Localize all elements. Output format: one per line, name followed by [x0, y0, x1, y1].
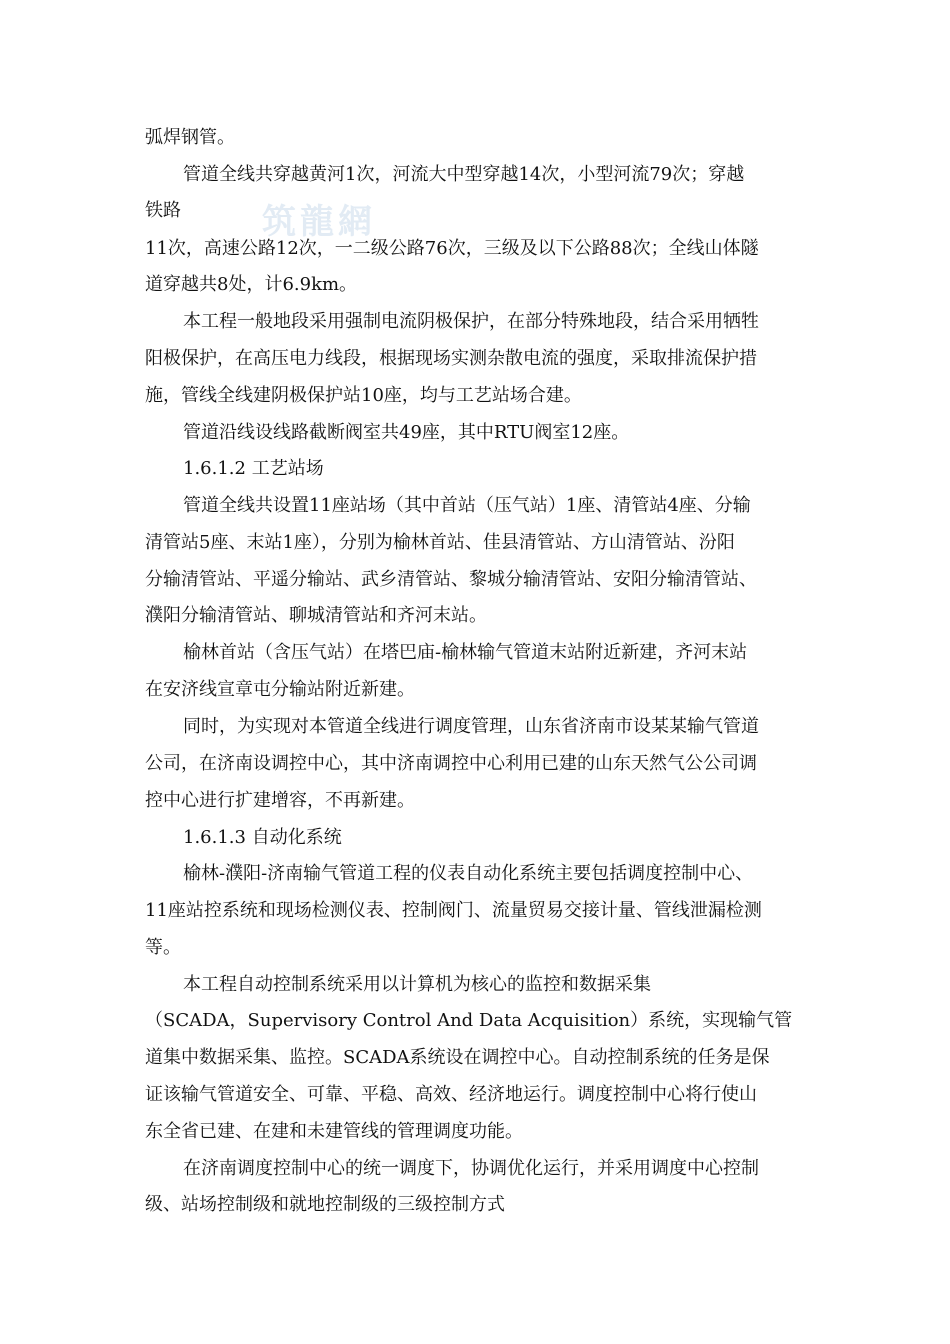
text-line: 榆林-濮阳-济南输气管道工程的仪表自动化系统主要包括调度控制中心、 — [183, 863, 754, 884]
text-line: 证该输气管道安全、可靠、平稳、高效、经济地运行。调度控制中心将行使山 — [145, 1084, 757, 1105]
text-line: 等。 — [145, 937, 181, 958]
text-line: 榆林首站（含压气站）在塔巴庙-榆林输气管道末站附近新建，齐河末站 — [183, 642, 748, 663]
text-line: 东全省已建、在建和未建管线的管理调度功能。 — [145, 1121, 523, 1142]
text-line: 本工程一般地段采用强制电流阴极保护，在部分特殊地段，结合采用牺牲 — [183, 311, 759, 332]
text-line: 弧焊钢管。 — [145, 127, 235, 148]
text-line: 公司，在济南设调控中心，其中济南调控中心利用已建的山东天然气公公司调 — [145, 753, 757, 774]
watermark: 筑龍網 — [262, 202, 376, 242]
text-line: 在安济线宣章屯分输站附近新建。 — [145, 679, 415, 700]
text-line: 铁路 — [145, 200, 181, 221]
text-line: 阳极保护，在高压电力线段，根据现场实测杂散电流的强度，采取排流保护措 — [145, 348, 757, 369]
text-line: 清管站5座、末站1座），分别为榆林首站、佳县清管站、方山清管站、汾阳 — [145, 532, 735, 553]
text-line: 11座站控系统和现场检测仪表、控制阀门、流量贸易交接计量、管线泄漏检测 — [145, 900, 762, 921]
text-line: 本工程自动控制系统采用以计算机为核心的监控和数据采集 — [183, 974, 651, 995]
text-line: 濮阳分输清管站、聊城清管站和齐河末站。 — [145, 605, 487, 626]
text-line: 施，管线全线建阴极保护站10座，均与工艺站场合建。 — [145, 385, 582, 406]
text-line: 管道全线共设置11座站场（其中首站（压气站）1座、清管站4座、分输 — [183, 495, 751, 516]
text-line: 道穿越共8处，计6.9km。 — [145, 274, 358, 295]
text-line: 级、站场控制级和就地控制级的三级控制方式 — [145, 1194, 505, 1215]
section-heading: 1.6.1.3 自动化系统 — [183, 827, 342, 848]
text-line: 道集中数据采集、监控。SCADA系统设在调控中心。自动控制系统的任务是保 — [145, 1047, 770, 1068]
text-line: （SCADA，Supervisory Control And Data Acquisition）系统，实现输气管 — [145, 1010, 793, 1031]
section-heading: 1.6.1.2 工艺站场 — [183, 458, 324, 479]
text-line: 控中心进行扩建增容，不再新建。 — [145, 790, 415, 811]
text-line: 管道沿线设线路截断阀室共49座，其中RTU阀室12座。 — [183, 422, 630, 443]
text-line: 管道全线共穿越黄河1次，河流大中型穿越14次，小型河流79次；穿越 — [183, 164, 745, 185]
text-line: 同时，为实现对本管道全线进行调度管理，山东省济南市设某某输气管道 — [183, 716, 759, 737]
text-line: 分输清管站、平遥分输站、武乡清管站、黎城分输清管站、安阳分输清管站、 — [145, 569, 757, 590]
text-line: 11次，高速公路12次，一二级公路76次，三级及以下公路88次；全线山体隧 — [145, 238, 759, 259]
text-line: 在济南调度控制中心的统一调度下，协调优化运行，并采用调度中心控制 — [183, 1158, 759, 1179]
